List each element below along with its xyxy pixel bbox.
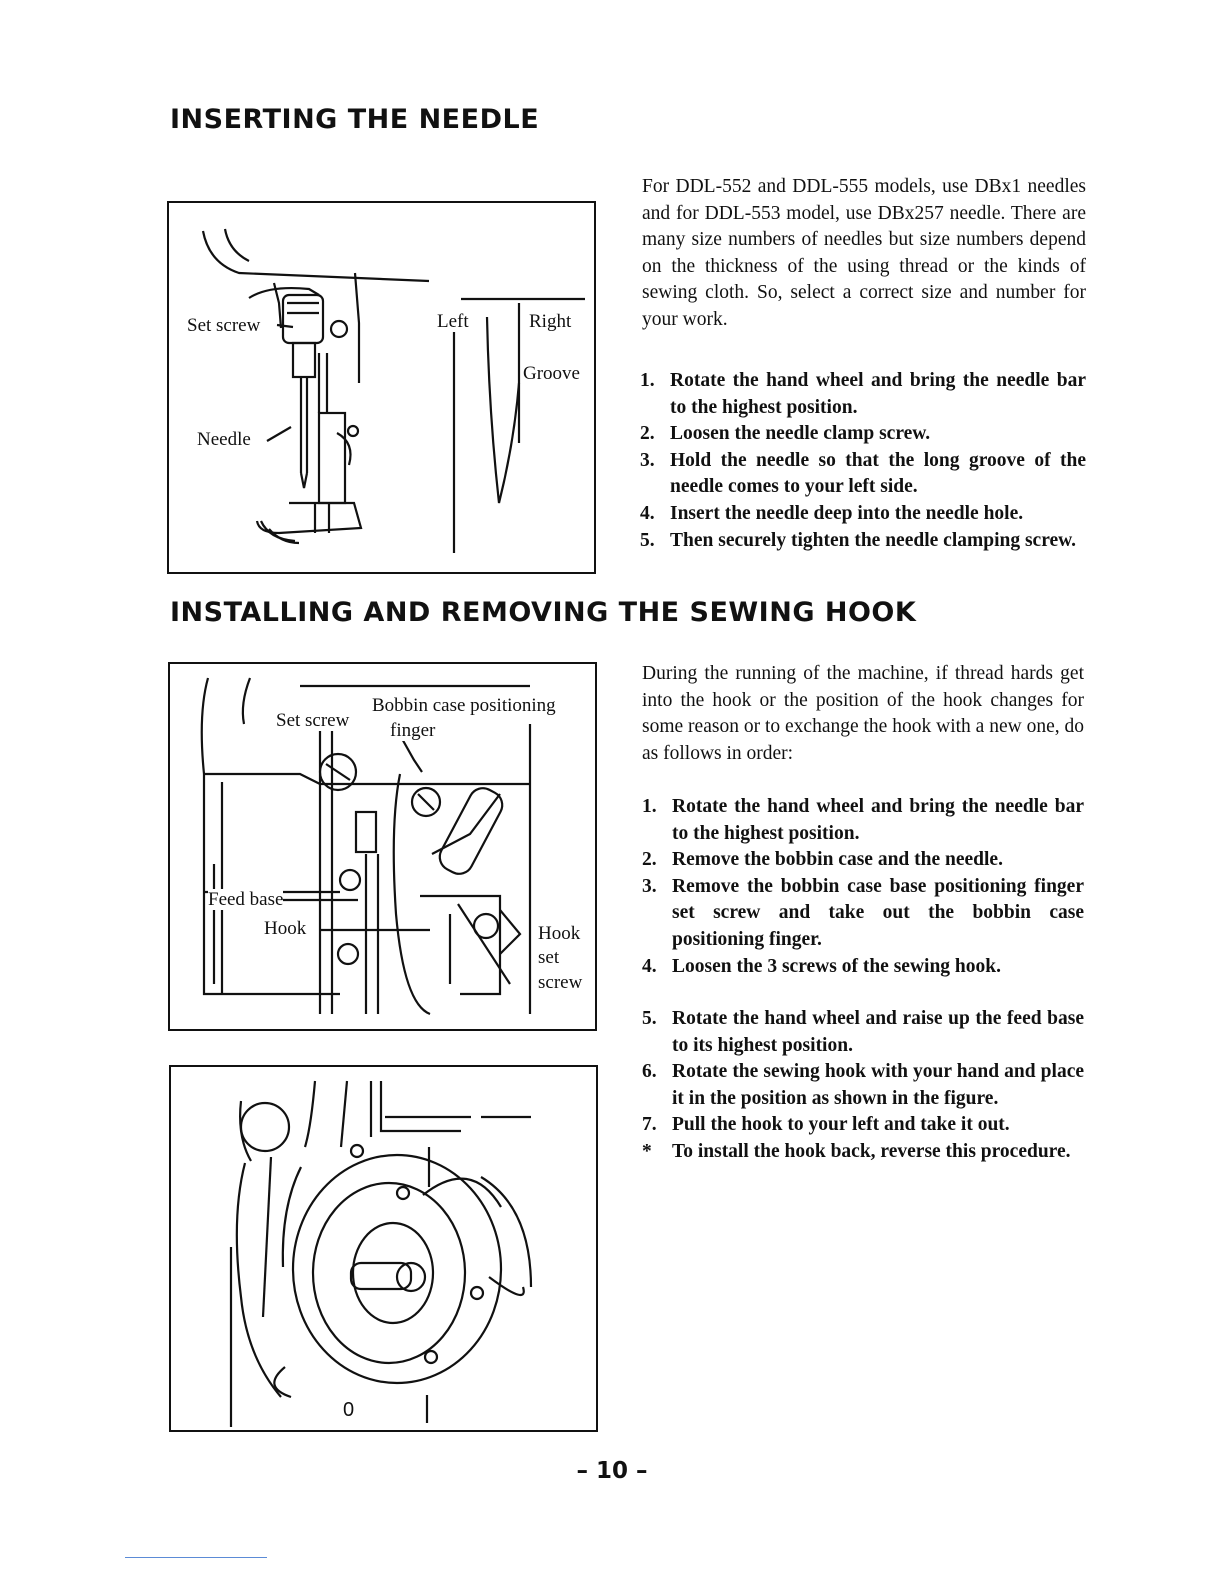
list-item	[642, 1112, 1084, 1139]
step-text: Rotate the sewing hook with your hand and place it in the position as shown in the figure.	[672, 1061, 1084, 1109]
list-item	[640, 448, 1086, 501]
step-number: 1.	[640, 370, 655, 391]
step-text: Remove the bobbin case and the needle.	[672, 849, 1003, 871]
list-item	[642, 1006, 1084, 1059]
step-number: 5.	[642, 1008, 657, 1029]
section-title-sewing-hook: INSTALLING AND REMOVING THE SEWING HOOK	[170, 597, 917, 628]
hook-illustration-2	[171, 1067, 600, 1434]
page-number: – 10 –	[576, 1458, 648, 1484]
label-bobbin-case-positioning: Bobbin case positioning	[372, 695, 556, 716]
step-text: Pull the hook to your left and take it out.	[672, 1114, 1010, 1136]
step-text: Loosen the needle clamp screw.	[670, 423, 931, 445]
step-number: 4.	[642, 955, 657, 977]
list-item	[640, 421, 1086, 448]
step-text: Insert the needle deep into the needle hole.	[670, 502, 1024, 524]
list-item	[642, 1139, 1084, 1166]
hook-figure-1	[168, 662, 597, 1031]
step-number: 2.	[642, 849, 657, 871]
step-number: *	[642, 1140, 652, 1162]
step-text: Remove the bobbin case base positioning finger set screw and take out the bobbin case positioning finger.	[672, 875, 1084, 950]
section2-steps-b	[642, 1006, 1084, 1166]
label-left: Left	[437, 311, 469, 332]
step-number: 2.	[640, 423, 655, 445]
label-feed-base: Feed base	[208, 889, 284, 910]
needle-illustration	[169, 203, 598, 576]
label-hook-set-screw-1: Hook	[538, 923, 581, 944]
hook-figure-2	[169, 1065, 598, 1432]
list-item	[642, 794, 1084, 847]
step-text: Hold the needle so that the long groove of the needle comes to your left side.	[670, 449, 1086, 498]
label-set-screw: Set screw	[187, 315, 261, 336]
step-number: 6.	[642, 1061, 657, 1083]
section-title-inserting-needle: INSERTING THE NEEDLE	[170, 104, 540, 135]
list-item	[642, 954, 1084, 981]
section2-steps-a	[642, 794, 1084, 980]
label-right: Right	[529, 311, 572, 332]
hook-illustration-1	[170, 664, 599, 1033]
list-item	[640, 368, 1086, 421]
list-item	[642, 1059, 1084, 1112]
step-text: Rotate the hand wheel and bring the needle bar to the highest position.	[672, 796, 1084, 844]
label-needle: Needle	[197, 429, 251, 450]
label-hook-set-screw-2: set	[538, 947, 560, 968]
section1-steps	[640, 368, 1086, 554]
list-item	[642, 874, 1084, 954]
step-text: Then securely tighten the needle clamping screw.	[670, 529, 1077, 551]
step-text: To install the hook back, reverse this procedure.	[672, 1140, 1071, 1162]
label-set-screw-2: Set screw	[276, 710, 350, 731]
step-text: Rotate the hand wheel and raise up the feed base to its highest position.	[672, 1008, 1084, 1056]
label-hook-set-screw-3: screw	[538, 972, 583, 993]
step-text: Rotate the hand wheel and bring the needle bar to the highest position.	[670, 370, 1086, 418]
step-number: 5.	[640, 529, 655, 551]
footer-divider	[125, 1557, 267, 1558]
step-text: Loosen the 3 screws of the sewing hook.	[672, 955, 1001, 977]
section1-intro: For DDL-552 and DDL-555 models, use DBx1 needles and for DDL-553 model, use DBx257 needle. There are many size numbers of needles but size numbers depend on the thickness of the using thread or the kinds of sewing cloth. So, select a correct size and number for your work.	[642, 176, 1086, 330]
list-item	[640, 501, 1086, 528]
step-number: 4.	[640, 502, 655, 524]
label-zero-mark: 0	[343, 1399, 355, 1421]
list-item	[640, 528, 1086, 555]
step-number: 7.	[642, 1114, 657, 1136]
section2-intro: During the running of the machine, if thread hards get into the hook or the position of the hook changes for some reason or to exchange the hook with a new one, do as follows in order:	[642, 663, 1084, 764]
needle-figure	[167, 201, 596, 574]
label-hook: Hook	[264, 918, 307, 939]
label-finger: finger	[390, 720, 436, 741]
step-number: 3.	[640, 449, 655, 471]
list-item	[642, 847, 1084, 874]
label-groove: Groove	[523, 363, 580, 384]
step-number: 1.	[642, 796, 657, 817]
step-number: 3.	[642, 875, 657, 897]
